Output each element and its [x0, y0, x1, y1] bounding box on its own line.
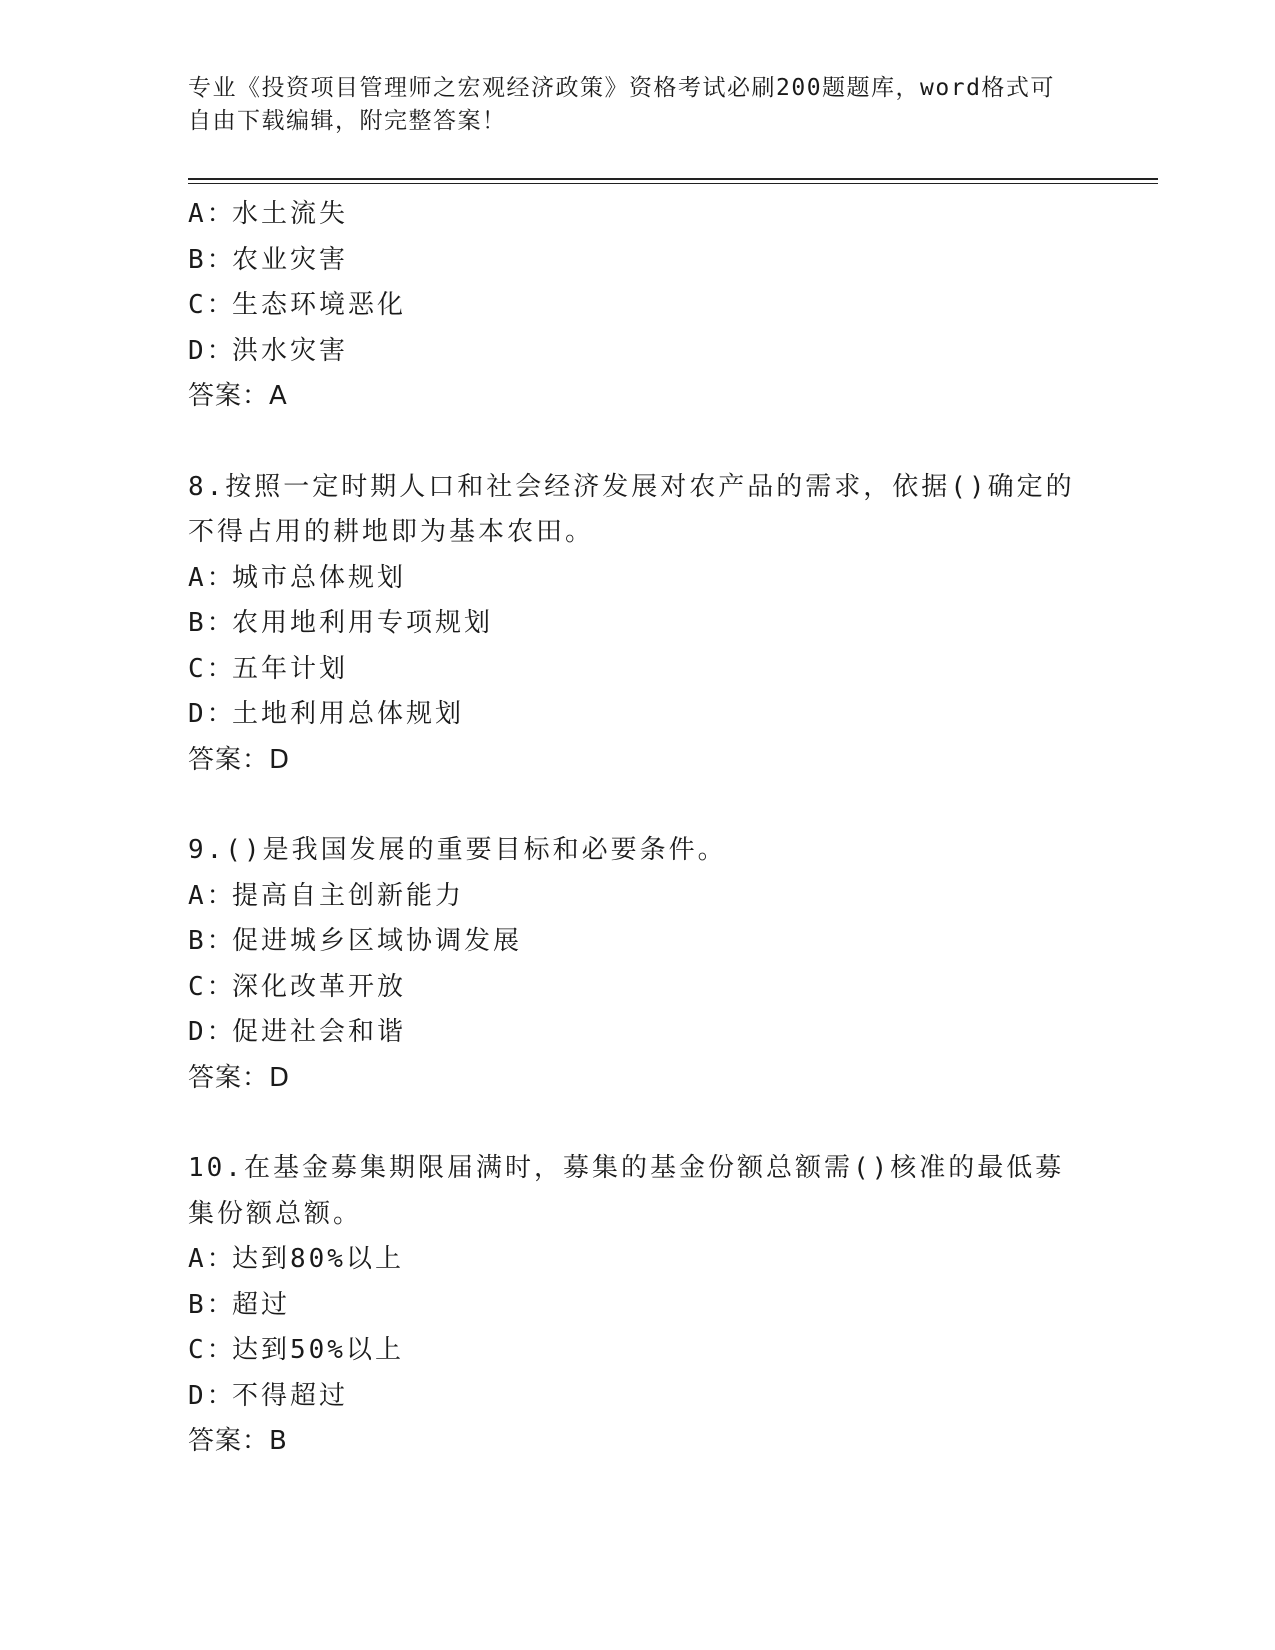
question-block — [188, 1146, 1088, 1465]
option-text: 农业灾害 — [232, 244, 349, 275]
answer-value: D — [269, 744, 291, 775]
option-key: A： — [188, 880, 236, 911]
option-c — [188, 1328, 1088, 1374]
option-b — [188, 919, 1088, 965]
option-d — [188, 692, 1088, 738]
option-key: B： — [188, 608, 236, 638]
option-a — [188, 874, 1088, 920]
answer-value: D — [269, 1062, 291, 1093]
answer-value: B — [269, 1426, 288, 1456]
question-list — [188, 192, 1088, 1465]
option-b — [188, 601, 1088, 647]
option-text: 洪水灾害 — [232, 335, 349, 366]
option-text: 促进城乡区域协调发展 — [232, 926, 523, 956]
option-a — [188, 192, 1088, 238]
option-key: B： — [188, 926, 236, 956]
option-text: 五年计划 — [232, 653, 349, 684]
option-d — [188, 1010, 1088, 1056]
option-c — [188, 965, 1088, 1011]
option-text: 生态环境恶化 — [232, 290, 407, 320]
option-c — [188, 283, 1088, 329]
option-text: 超过 — [232, 1289, 291, 1320]
option-d — [188, 329, 1088, 375]
option-a — [188, 1237, 1088, 1283]
answer-line — [188, 374, 1088, 420]
option-key: A： — [188, 199, 236, 229]
question-stem: 10.在基金募集期限届满时，募集的基金份额总额需()核准的最低募集份额总额。 — [188, 1153, 1065, 1229]
option-text: 提高自主创新能力 — [232, 880, 465, 911]
option-text: 达到80%以上 — [232, 1244, 404, 1274]
option-b — [188, 238, 1088, 284]
option-a — [188, 556, 1088, 602]
document-header: 专业《投资项目管理师之宏观经济政策》资格考试必刷200题题库，word格式可自由下载编辑，附完整答案！ — [188, 75, 1055, 134]
option-key: D： — [188, 1017, 236, 1047]
answer-label: 答案： — [188, 744, 270, 775]
option-b — [188, 1283, 1088, 1329]
option-key: D： — [188, 335, 236, 366]
answer-label: 答案： — [188, 1062, 270, 1093]
option-key: A： — [188, 1244, 236, 1274]
option-text: 农用地利用专项规划 — [232, 608, 494, 638]
option-text: 达到50%以上 — [232, 1335, 404, 1365]
option-text: 土地利用总体规划 — [232, 699, 465, 729]
option-c — [188, 647, 1088, 693]
option-key: C： — [188, 971, 236, 1002]
question-block — [188, 828, 1088, 1101]
option-text: 促进社会和谐 — [232, 1017, 407, 1047]
option-key: B： — [188, 244, 236, 275]
answer-value: A — [269, 381, 288, 411]
option-key: A： — [188, 562, 236, 593]
option-d — [188, 1374, 1088, 1420]
question-stem: 9.()是我国发展的重要目标和必要条件。 — [188, 835, 727, 865]
option-text: 城市总体规划 — [232, 562, 407, 593]
option-key: D： — [188, 699, 236, 729]
answer-line — [188, 738, 1088, 784]
answer-line — [188, 1419, 1088, 1465]
option-key: C： — [188, 653, 236, 684]
question-stem: 8.按照一定时期人口和社会经济发展对农产品的需求，依据()确定的不得占用的耕地即为基本农田。 — [188, 471, 1075, 547]
question-block — [188, 192, 1088, 420]
option-text: 不得超过 — [232, 1380, 349, 1411]
header-rule-thick — [188, 178, 1158, 180]
answer-line — [188, 1056, 1088, 1102]
question-block — [188, 465, 1088, 784]
option-key: C： — [188, 290, 236, 320]
option-text: 深化改革开放 — [232, 971, 407, 1002]
option-key: B： — [188, 1289, 236, 1320]
option-key: D： — [188, 1380, 236, 1411]
answer-label: 答案： — [188, 381, 270, 411]
header-rule-thin — [188, 183, 1158, 184]
option-key: C： — [188, 1335, 236, 1365]
answer-label: 答案： — [188, 1426, 270, 1456]
option-text: 水土流失 — [232, 199, 349, 229]
